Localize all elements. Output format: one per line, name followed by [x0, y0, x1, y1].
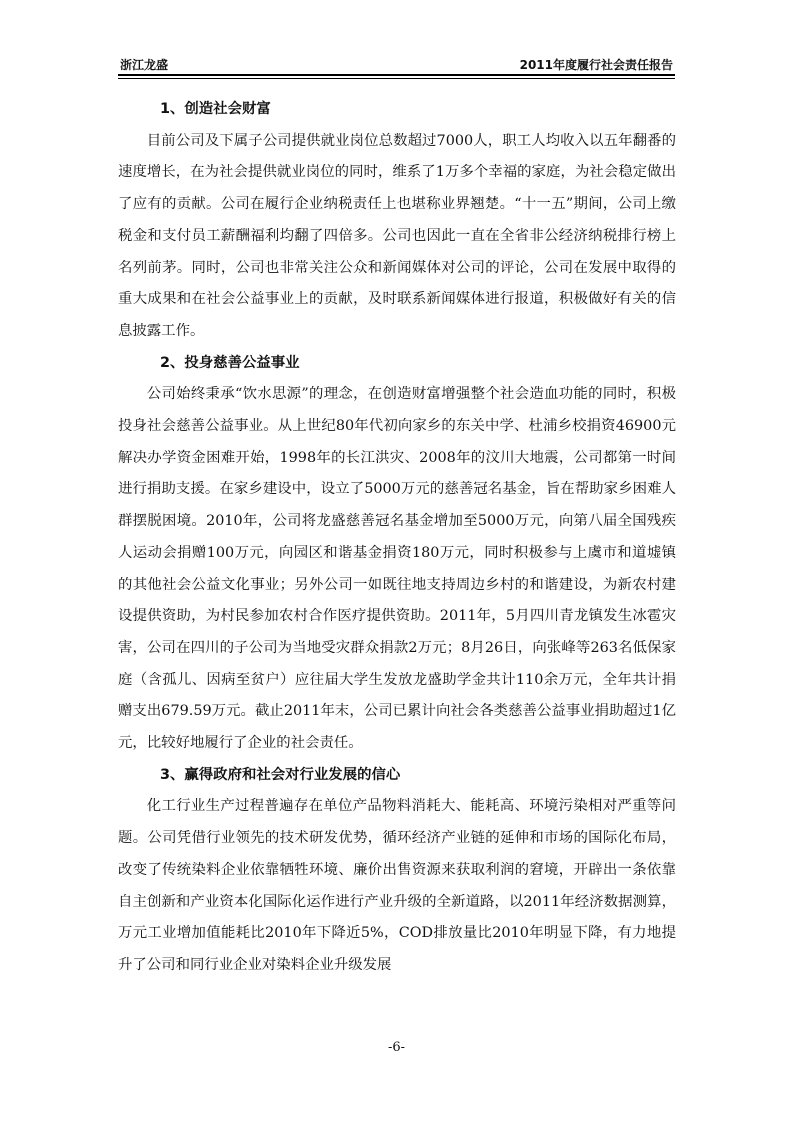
document-body [118, 94, 676, 982]
section-heading: 2、投身慈善公益事业 [160, 354, 300, 371]
section-heading: 3、赢得政府和社会对行业发展的信心 [160, 766, 401, 783]
section-paragraph: 化工行业生产过程普遍存在单位产品物料消耗大、能耗高、环境污染相对严重等问题。公司凭借行业领先的技术研发优势，循环经济产业链的延伸和市场的国际化布局，改变了传统染料企业依靠牺牲环境、廉价出售资源来获取利润的窘境，开辟出一条依靠自主创新和产业资本化国际化运作进行产业升级的全新道路，以2011年经济数据测算，万元工业增加值能耗比2010年下降近5%，COD排放量比2010年明显下降，有力地提升了公司和同行业企业对染料企业升级发展 [118, 798, 676, 973]
page-number: -6- [387, 1040, 406, 1055]
header-report-title: 2011年度履行社会责任报告 [519, 58, 673, 72]
section-heading: 1、创造社会财富 [160, 101, 271, 117]
section-paragraph: 公司始终秉承“饮水思源”的理念，在创造财富增强整个社会造血功能的同时，积极投身社会慈善公益事业。从上世纪80年代初向家乡的东关中学、杜浦乡校捐资46900元解决办学资金困难开始，1998年的长江洪灾、2008年的汶川大地震，公司都第一时间进行捐助支援。在家乡建设中，设立了5000万元的慈善冠名基金，旨在帮助家乡困难人群摆脱困境。2010年，公司将龙盛慈善冠名基金增加至5000万元，向第八届全国残疾人运动会捐赠100万元，向园区和谐基金捐资180万元，同时积极参与上虞市和道墟镇的其他社会公益文化事业；另外公司一如既往地支持周边乡村的和谐建设，为新农村建设提供资助，为村民参加农村合作医疗提供资助。2011年，5月四川青龙镇发生冰雹灾害，公司在四川的子公司为当地受灾群众捐款2万元；8月26日，向张峰等263名低保家庭（含孤儿、因病至贫户）应往届大学生发放龙盛助学金共计110余万元，全年共计捐赠支出679.59万元。截止2011年末，公司已累计向社会各类慈善公益事业捐助超过1亿元，比较好地履行了企业的社会责任。 [118, 386, 676, 752]
page-header [118, 52, 675, 76]
section-paragraph: 目前公司及下属子公司提供就业岗位总数超过7000人，职工人均收入以五年翻番的速度增长，在为社会提供就业岗位的同时，维系了1万多个幸福的家庭，为社会稳定做出了应有的贡献。公司在履行企业纳税责任上也堪称业界翘楚。“十一五”期间，公司上缴税金和支付员工薪酬福利均翻了四倍多。公司也因此一直在全省非公经济纳税排行榜上名列前茅。同时，公司也非常关注公众和新闻媒体对公司的评论，公司在发展中取得的重大成果和在社会公益事业上的贡献，及时联系新闻媒体进行报道，积极做好有关的信息披露工作。 [118, 132, 676, 339]
header-company: 浙江龙盛 [120, 58, 169, 72]
